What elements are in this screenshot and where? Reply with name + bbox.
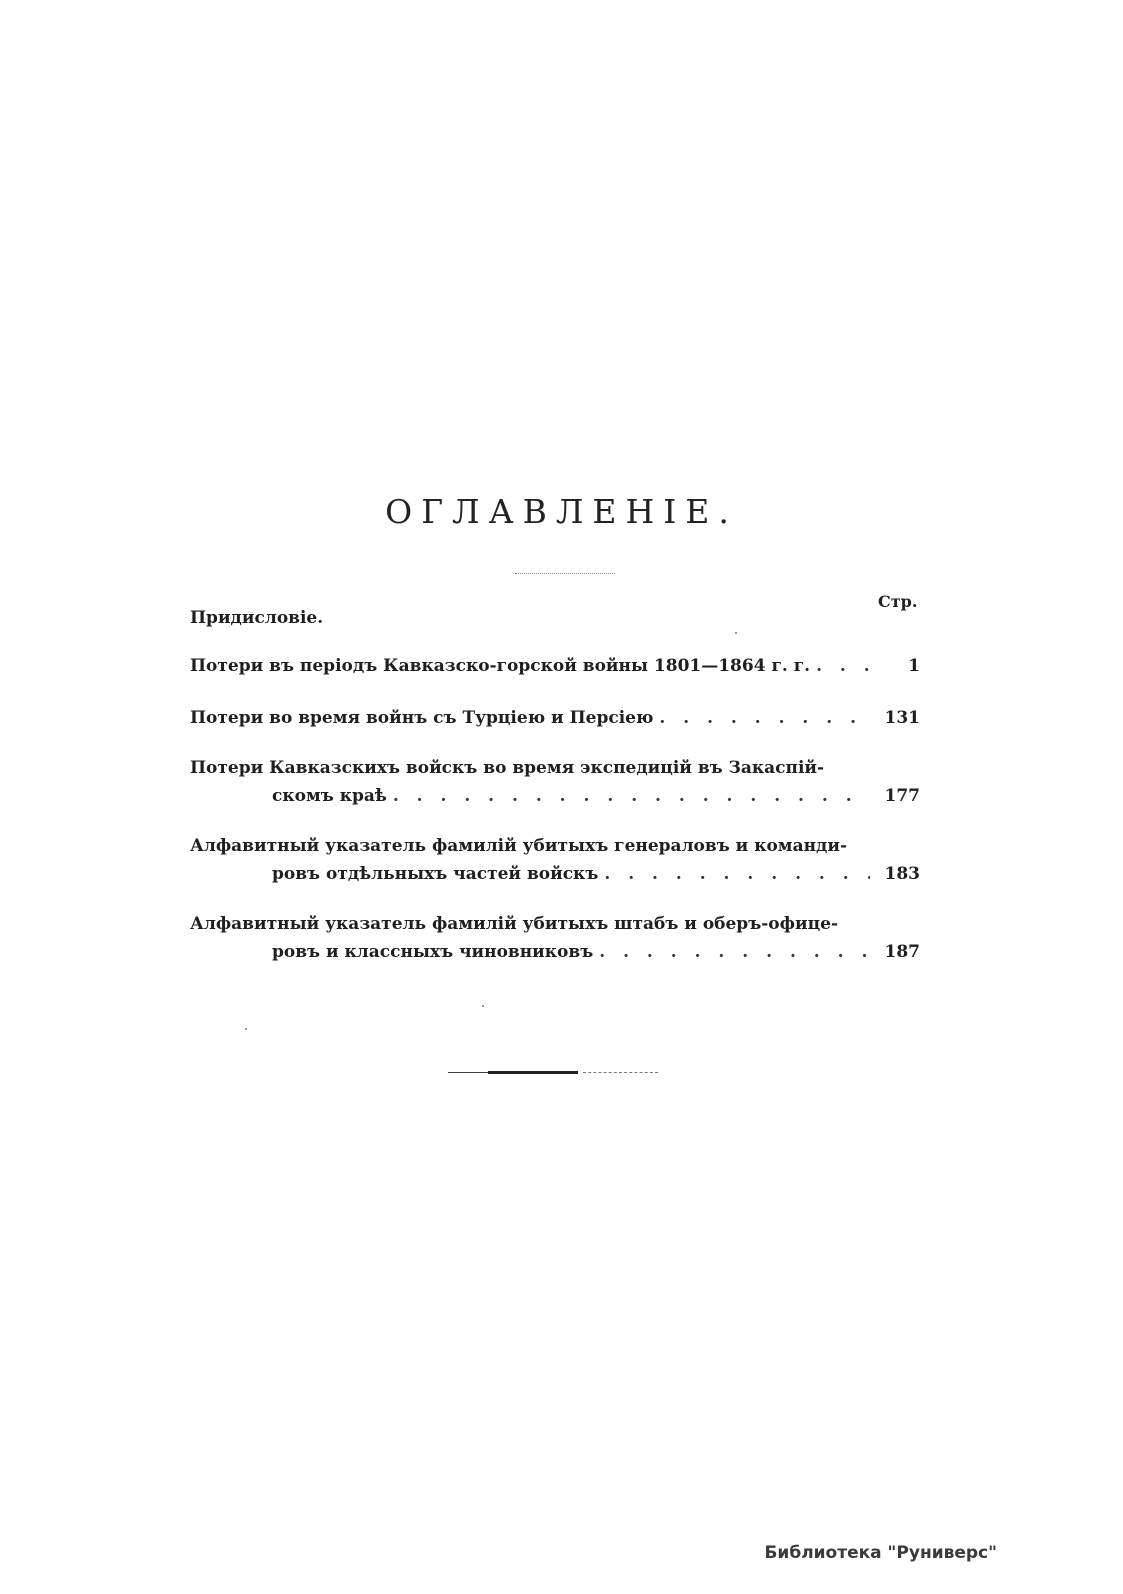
- dot-leader: [393, 782, 870, 810]
- toc-page-number: 1: [908, 656, 920, 676]
- dot-leader: [659, 704, 870, 732]
- toc-entry: [190, 832, 920, 888]
- dot-leader: [604, 860, 870, 888]
- toc-page-number: 177: [884, 786, 920, 806]
- toc-page-number: 187: [884, 942, 920, 962]
- toc-entry-text: Потери въ періодъ Кавказско-горской войны 1801—1864 г. г.: [190, 656, 811, 676]
- toc-page-number: 131: [884, 708, 920, 728]
- toc-entry: [190, 910, 920, 966]
- toc-entry-line: [190, 938, 920, 966]
- toc-preface: Придисловіе.: [190, 608, 324, 628]
- toc-entry: [190, 754, 920, 810]
- toc-entry-text: Потери Кавказскихъ войскъ во время экспедицій въ Закаспій-: [190, 758, 825, 778]
- toc-entry-text: ровъ и классныхъ чиновниковъ: [272, 942, 594, 962]
- toc-entry: [190, 652, 920, 680]
- toc-entry-text: Алфавитный указатель фамилій убитыхъ штабъ и оберъ-офице-: [190, 914, 839, 934]
- toc-entry-text: ровъ отдѣльныхъ частей войскъ: [272, 864, 599, 884]
- dot-leader: [816, 652, 870, 680]
- dot-leader: [599, 938, 870, 966]
- library-watermark: Библиотека "Руниверс": [764, 1543, 997, 1563]
- toc-entry-text: Потери во время войнъ съ Турціею и Персіею: [190, 708, 654, 728]
- toc-entry-line: [190, 860, 920, 888]
- toc-page-number: 183: [884, 864, 920, 884]
- title-ornament: [515, 573, 615, 578]
- toc-entry-line: [190, 652, 920, 680]
- toc-entry-text: Алфавитный указатель фамилій убитыхъ генераловъ и команди-: [190, 836, 848, 856]
- ornamental-rule: [448, 1071, 658, 1074]
- toc-entry-line: [190, 782, 920, 810]
- page-column-header: Стр.: [878, 592, 918, 611]
- page-title: ОГЛАВЛЕНІЕ.: [385, 492, 738, 531]
- toc-entry-text: скомъ краѣ: [272, 786, 387, 806]
- toc-entry: [190, 704, 920, 732]
- toc-entry-line: [190, 704, 920, 732]
